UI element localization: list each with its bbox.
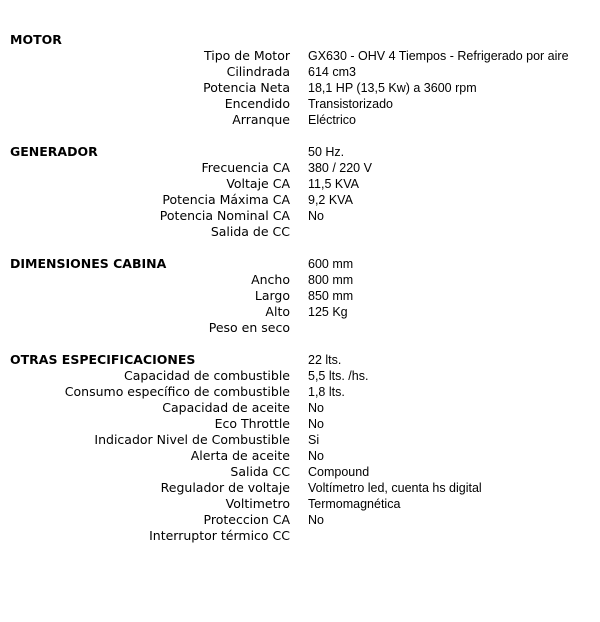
spec-label: Capacidad de combustible [124,368,290,383]
section-heading: MOTOR [10,32,62,47]
spec-value: 380 / 220 V [308,161,372,175]
spec-label: Frecuencia CA [201,160,290,175]
spec-value: Termomagnética [308,497,401,511]
spec-value: 18,1 HP (13,5 Kw) a 3600 rpm [308,81,477,95]
spec-label: Peso en seco [208,320,290,335]
spec-label: Indicador Nivel de Combustible [94,432,290,447]
spec-label: Salida CC [230,464,290,479]
label-column [0,144,290,240]
spec-document [0,32,600,560]
spec-value: 9,2 KVA [308,193,353,207]
section-heading: OTRAS ESPECIFICACIONES [10,352,196,367]
spec-value: No [308,449,324,463]
spec-value: 22 lts. [308,353,342,367]
spec-value: No [308,417,324,431]
spec-value: 11,5 KVA [308,177,359,191]
spec-label: Interruptor térmico CC [149,528,290,543]
spec-value: 850 mm [308,289,354,303]
section-heading: DIMENSIONES CABINA [10,256,167,271]
spec-section [0,32,600,128]
spec-value: Si [308,433,320,447]
spec-value: No [308,209,324,223]
spec-label: Largo [254,288,290,303]
spec-value: No [308,513,324,527]
spec-label: Voltimetro [225,496,290,511]
spec-value: 125 Kg [308,305,348,319]
spec-label: Consumo específico de combustible [64,384,290,399]
value-column [308,256,353,336]
value-column [308,144,372,240]
spec-value: Eléctrico [308,113,356,127]
spec-value: Transistorizado [308,97,393,111]
label-column [0,32,290,128]
spec-label: Potencia Neta [203,80,290,95]
spec-section [0,256,600,336]
spec-label: Arranque [232,112,290,127]
spec-label: Cilindrada [226,64,290,79]
spec-label: Capacidad de aceite [162,400,290,415]
value-column [308,352,482,544]
spec-label: Ancho [251,272,290,287]
label-column [0,352,290,544]
value-column [308,32,569,128]
section-heading: GENERADOR [10,144,98,159]
spec-value: 5,5 lts. /hs. [308,369,369,383]
spec-value: GX630 - OHV 4 Tiempos - Refrigerado por aire [308,49,569,63]
spec-label: Proteccion CA [203,512,290,527]
spec-label: Salida de CC [210,224,290,239]
spec-label: Voltaje CA [226,176,290,191]
spec-label: Regulador de voltaje [160,480,290,495]
spec-label: Potencia Nominal CA [159,208,290,223]
spec-value: 1,8 lts. [308,385,345,399]
spec-label: Eco Throttle [214,416,290,431]
spec-section [0,144,600,240]
spec-value: 614 cm3 [308,65,356,79]
spec-value: Compound [308,465,370,479]
spec-label: Encendido [224,96,290,111]
spec-label: Potencia Máxima CA [162,192,290,207]
spec-value: Voltímetro led, cuenta hs digital [308,481,482,495]
spec-value: 600 mm [308,257,354,271]
spec-label: Alerta de aceite [190,448,290,463]
spec-value: 800 mm [308,273,354,287]
label-column [0,256,290,336]
spec-label: Alto [265,304,290,319]
spec-value: 50 Hz. [308,145,345,159]
spec-section [0,352,600,544]
spec-value: No [308,401,324,415]
spec-label: Tipo de Motor [204,48,290,63]
